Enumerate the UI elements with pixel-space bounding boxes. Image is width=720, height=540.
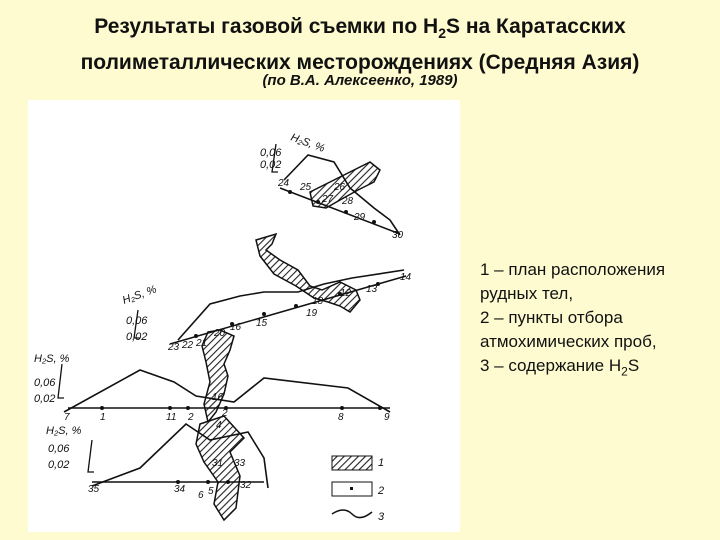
svg-text:16: 16	[230, 322, 242, 333]
svg-text:14: 14	[400, 272, 412, 283]
axis-tick-bottom-2: 0,02	[48, 459, 70, 471]
svg-text:22: 22	[182, 340, 194, 351]
svg-text:31: 31	[212, 458, 224, 469]
point-numbers	[64, 178, 412, 501]
axis-tick-mid-1: 0,06	[126, 315, 148, 327]
svg-text:28: 28	[342, 196, 354, 207]
svg-text:23: 23	[168, 342, 180, 353]
h2s-curve-bottom	[92, 424, 268, 488]
title-line-2: полиметаллических месторождениях (Средняя Азия)	[80, 51, 640, 75]
svg-text:32: 32	[240, 480, 252, 491]
axis-tick-left-2: 0,02	[34, 393, 56, 405]
svg-text:13: 13	[366, 284, 378, 295]
svg-text:7: 7	[64, 412, 70, 423]
svg-text:24: 24	[278, 178, 290, 189]
svg-text:2: 2	[378, 485, 385, 497]
svg-text:2: 2	[188, 412, 194, 423]
axis-tick-mid-2: 0,02	[126, 331, 148, 343]
svg-text:18: 18	[312, 296, 324, 307]
svg-text:11: 11	[166, 412, 177, 423]
svg-text:26: 26	[334, 182, 346, 193]
svg-text:25: 25	[300, 182, 312, 193]
svg-text:21: 21	[196, 338, 208, 349]
svg-text:1: 1	[100, 412, 106, 423]
svg-text:19: 19	[306, 308, 318, 319]
svg-text:15: 15	[256, 318, 268, 329]
slide-title	[0, 12, 720, 78]
svg-text:9: 9	[384, 412, 390, 423]
svg-text:29: 29	[354, 212, 366, 223]
gas-survey-diagram	[28, 100, 460, 532]
svg-text:30: 30	[392, 230, 404, 241]
axis-tick-top-2: 0,02	[260, 159, 282, 171]
svg-text:35: 35	[88, 484, 100, 495]
svg-text:1: 1	[378, 457, 385, 469]
svg-text:5: 5	[208, 486, 214, 497]
svg-text:6: 6	[198, 490, 204, 501]
figure-legend	[332, 456, 385, 523]
svg-text:4: 4	[216, 420, 222, 431]
axis-label-mid: H₂S, %	[120, 283, 159, 307]
legend-item-2: 2 – пункты отбора атмохимических проб,	[480, 308, 657, 351]
slide-subtitle: (по В.А. Алексеенко, 1989)	[262, 72, 458, 89]
axis-tick-top-1: 0,06	[260, 147, 282, 159]
legend-item-3: 3 – содержание $H_2S$	[480, 356, 640, 379]
svg-text:33: 33	[234, 458, 246, 469]
svg-text:2: 2	[222, 408, 228, 419]
svg-text:27: 27	[322, 194, 334, 205]
svg-text:34: 34	[174, 484, 186, 495]
axis-label-top: H₂S, %	[288, 131, 327, 155]
svg-text:16: 16	[212, 392, 224, 403]
svg-text:8: 8	[338, 412, 344, 423]
ore-body-north	[256, 234, 360, 312]
svg-text:12: 12	[340, 288, 352, 299]
title-line-1: Результаты газовой съемки по $H_2S$ на Каратасских	[94, 15, 626, 42]
axis-label-bottom: H₂S, %	[46, 425, 82, 437]
svg-text:3: 3	[378, 511, 385, 523]
axis-tick-left-1: 0,06	[34, 377, 56, 389]
axis-tick-bottom-1: 0,06	[48, 443, 70, 455]
legend-text	[480, 258, 710, 383]
legend-item-1: 1 – план расположения рудных тел,	[480, 260, 666, 303]
gas-survey-figure	[28, 100, 460, 532]
axis-label-left: H₂S, %	[34, 353, 70, 365]
svg-text:20: 20	[214, 328, 226, 339]
